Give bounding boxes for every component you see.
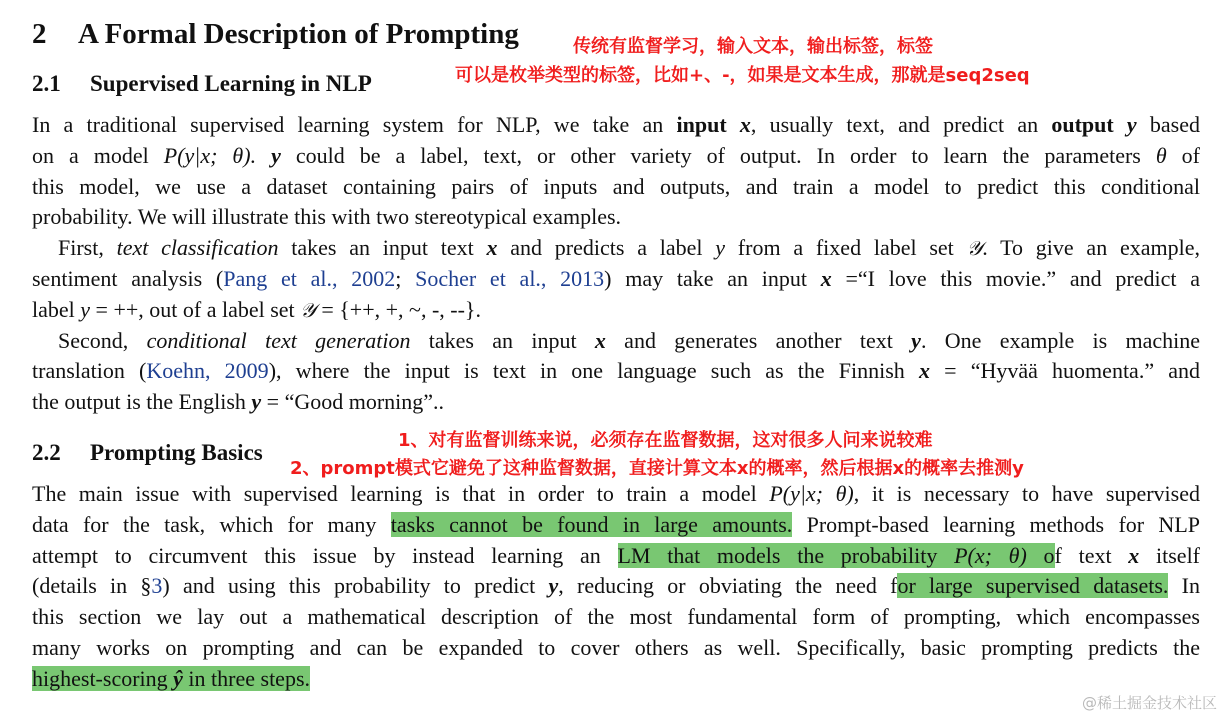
- text-line: In a traditional supervised learning system for NLP, we take an input x, usually text, and predict an output y based: [32, 112, 1200, 137]
- text-line: First, text classification takes an input text x and predicts a label y from a fixed label set 𝒴. To give an example,: [58, 235, 1200, 261]
- annotation-1: 传统有监督学习，输入文本，输出标签，标签: [573, 36, 933, 57]
- section-title: A Formal Description of Prompting: [78, 18, 519, 50]
- subsection-title: Supervised Learning in NLP: [90, 71, 372, 96]
- text-line: [32, 664, 1200, 695]
- text-line: the output is the English y = “Good morning”..: [32, 389, 445, 415]
- text-line: Second, conditional text generation takes an input x and generates another text y. One example is machine: [58, 327, 1201, 353]
- text-line: (details in §3) and using this probability to predict y, reducing or obviating the need for large supervised datasets. In: [32, 573, 1200, 599]
- text-line: data for the task, which for many tasks cannot be found in large amounts. Prompt-based learning methods for NLP: [32, 511, 1200, 537]
- paragraph-supervised-learning: [32, 110, 1200, 418]
- section-heading: [32, 18, 519, 51]
- subsection-title: Prompting Basics: [90, 440, 263, 465]
- subsection-number: 2.2: [32, 440, 61, 465]
- highlight: highest-scoring ŷ in three steps.: [32, 665, 311, 691]
- text-line: probability. We will illustrate this with two stereotypical examples.: [32, 204, 622, 230]
- text-line: many works on prompting and can be expanded to cover others as well. Specifically, basic prompting predicts the: [32, 634, 1200, 660]
- watermark: @稀土掘金技术社区: [1081, 694, 1217, 712]
- section-number: 2: [32, 18, 47, 50]
- text-line: on a model P(y|x; θ). y could be a label, text, or other variety of output. In order to learn the parameters θ of: [32, 142, 1200, 168]
- subsection-heading-2-1: [32, 71, 372, 97]
- text-line: attempt to circumvent this issue by instead learning an LM that models the probability P(x; θ) of text x itself: [32, 542, 1201, 568]
- text-line: this section we lay out a mathematical description of the most fundamental form of prompting, which encompasses: [32, 604, 1200, 630]
- text-line: this model, we use a dataset containing pairs of inputs and outputs, and train a model to predict this conditional: [32, 173, 1200, 199]
- subsection-heading-2-2: [32, 440, 263, 466]
- citation-link[interactable]: Socher et al., 2013: [415, 265, 605, 291]
- annotation-3: 1、对有监督训练来说，必须存在监督数据，这对很多人问来说较难: [398, 430, 933, 451]
- section-link[interactable]: 3: [151, 573, 163, 599]
- text-line: translation (Koehn, 2009), where the input is text in one language such as the Finnish x = “Hyvää huomenta.” and: [32, 358, 1201, 384]
- annotation-4: 2、prompt模式它避免了这种监督数据，直接计算文本x的概率，然后根据x的概率去推测y: [290, 458, 1024, 479]
- subsection-number: 2.1: [32, 71, 61, 96]
- text-line: The main issue with supervised learning is that in order to train a model P(y|x; θ), it is necessary to have supervised: [32, 481, 1200, 506]
- citation-link[interactable]: Koehn, 2009: [146, 358, 269, 384]
- citation-link[interactable]: Pang et al., 2002: [223, 265, 396, 291]
- text-line: label y = ++, out of a label set 𝒴 = {++, +, ~, -, --}.: [32, 296, 481, 322]
- paragraph-prompting-basics: [32, 479, 1200, 695]
- text-line: sentiment analysis (Pang et al., 2002; Socher et al., 2013) may take an input x =“I love this movie.” and predict a: [32, 265, 1200, 291]
- annotation-2: 可以是枚举类型的标签，比如+、-，如果是文本生成，那就是seq2seq: [455, 65, 1030, 86]
- highlight: tasks cannot be found in large amounts.: [390, 511, 793, 537]
- highlight: or large supervised datasets.: [897, 573, 1169, 599]
- highlight: LM that models the probability P(x; θ) o: [617, 542, 1055, 568]
